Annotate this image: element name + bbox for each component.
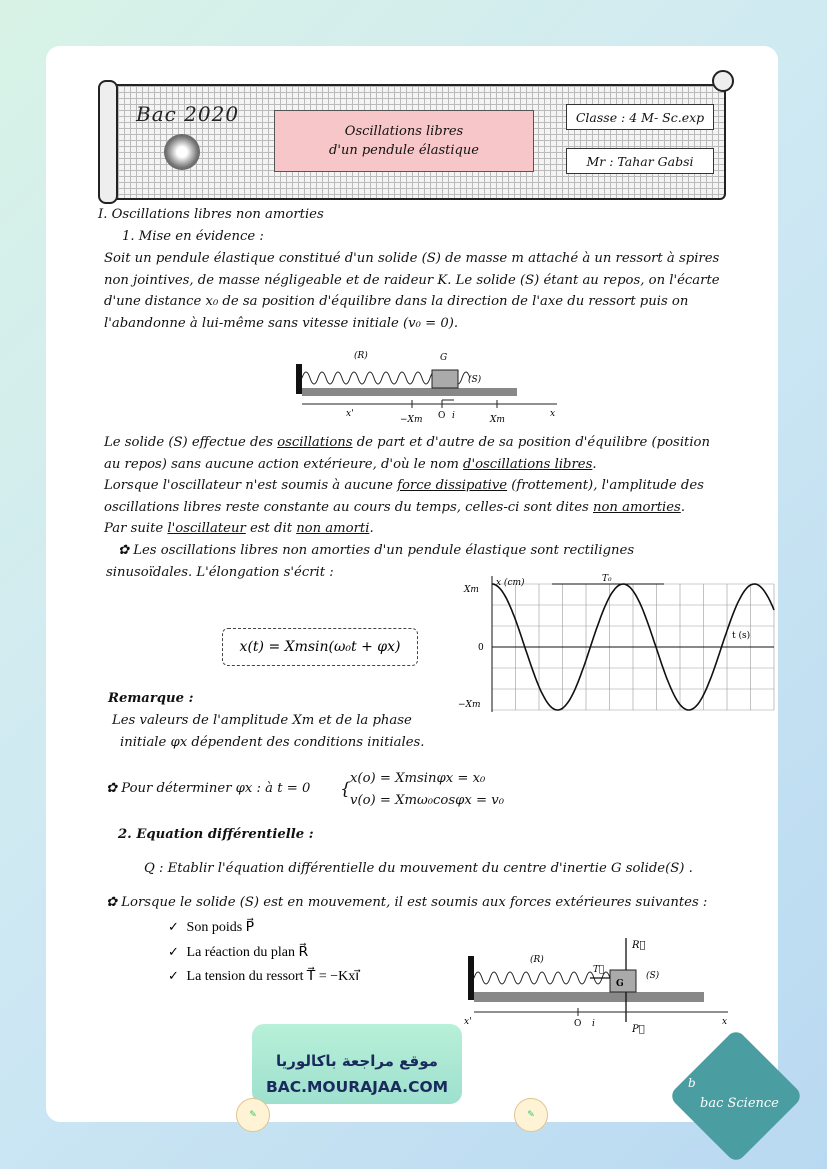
check-icon: ✓ [168, 944, 184, 960]
x-axis-label: t (s) [732, 631, 751, 641]
oscillation-paragraph [104, 432, 774, 540]
tick-label: 0 [478, 643, 484, 653]
bac-label: Bac 2020 [136, 102, 240, 126]
mourajaa-logo-icon: ✎ [236, 1098, 270, 1132]
subsection-title: 2. Equation différentielle : [118, 827, 314, 842]
class-label: Classe : 4 M- Sc.exp [566, 104, 714, 130]
flower-bullet-icon: ✿ [118, 543, 134, 558]
phi-determine [106, 778, 310, 800]
text-run: oscillations libres reste constante au cours du temps, celles-ci sont dites [104, 499, 593, 515]
brace-icon: { [340, 779, 351, 799]
label-O: O [438, 411, 446, 421]
label-G: G [440, 353, 448, 363]
badge-letter: b [688, 1076, 696, 1090]
section-title: I. Oscillations libres non amorties [98, 207, 324, 222]
underlined-term: d'oscillations libres [463, 456, 593, 472]
label-P: P⃗ [632, 1024, 645, 1035]
scroll-roll-left [98, 80, 118, 204]
label-G: G [616, 979, 624, 989]
bullet-sinusoidal-cont: sinusoïdales. L'élongation s'écrit : [106, 565, 334, 580]
question: Q : Etablir l'équation différentielle du mouvement du centre d'inertie G solide(S) . [144, 861, 693, 876]
list-item [168, 916, 359, 941]
flower-bullet-icon: ✿ [106, 781, 122, 796]
text-run: (frottement), l'amplitude des [507, 478, 704, 493]
badge-label: bac Science [700, 1096, 779, 1111]
bullet-forces [106, 892, 707, 914]
label-xm: Xm [490, 415, 505, 425]
phi-equation: v(o) = Xmω₀cosφx = v₀ [350, 793, 504, 808]
tick-label: −Xm [458, 700, 481, 710]
chapter-line1: Oscillations libres [344, 123, 464, 139]
force-label: Son poids P⃗ [186, 920, 255, 935]
label-xprime: x' [464, 1017, 472, 1027]
label-x: x [550, 409, 556, 419]
label-xprime: x' [346, 409, 354, 419]
remark-line: Les valeurs de l'amplitude Xm et de la phase [112, 713, 412, 728]
chapter-title [274, 110, 534, 172]
list-item [168, 941, 359, 966]
text-run: . [680, 499, 686, 515]
label-i: i [592, 1019, 595, 1029]
pendulum-figure [292, 348, 572, 426]
label-R: (R) [354, 351, 368, 361]
underlined-term: non amorti [296, 521, 370, 536]
underlined-term: non amorties [593, 499, 681, 515]
label-R: (R) [530, 955, 544, 965]
text-run: . [369, 521, 374, 536]
y-axis-label: x (cm) [496, 578, 525, 588]
text-run: au repos) sans aucune action extérieure, d'où le nom [104, 456, 464, 472]
footer-url-link[interactable]: BAC.MOURAJAA.COM [265, 1078, 449, 1096]
forces-figure [460, 926, 740, 1046]
force-label: La tension du ressort T⃗ = −Kxi⃗ [186, 969, 360, 984]
text-run: Par suite [104, 521, 168, 536]
phi-equation: x(o) = Xmsinφx = x₀ [350, 771, 486, 786]
text-run: Les oscillations libres non amorties d'un pendule élastique sont rectilignes [133, 543, 635, 558]
check-icon: ✓ [168, 920, 184, 935]
text-run: de part et d'autre de sa position d'équilibre (position [352, 435, 710, 450]
intro-line: l'abandonne à lui-même sans vitesse initiale (v₀ = 0). [104, 315, 459, 331]
teacher-label: Mr : Tahar Gabsi [566, 148, 714, 174]
text-run: . [592, 456, 597, 472]
text-run: Le solide (S) effectue des [104, 435, 278, 450]
label-S: (S) [646, 971, 660, 981]
label-O: O [574, 1019, 582, 1029]
label-i: i [452, 411, 455, 421]
underlined-term: oscillations [277, 435, 353, 450]
subsection-title: 1. Mise en évidence : [122, 229, 264, 244]
bullet-sinusoidal [118, 540, 634, 562]
intro-line: Soit un pendule élastique constitué d'un solide (S) de masse m attaché à un ressort à spires [104, 251, 720, 266]
page [46, 46, 778, 1122]
text-run: Pour déterminer φx : à t = 0 [121, 781, 311, 796]
label-T: T⃗ [593, 965, 605, 975]
intro-paragraph [104, 248, 764, 334]
period-label: T₀ [602, 574, 612, 584]
chapter-line2: d'un pendule élastique [329, 143, 479, 158]
scroll-roll-right [712, 70, 734, 92]
label-minus-xm: −Xm [400, 415, 423, 425]
tick-label: Xm [464, 585, 479, 595]
list-item [168, 965, 359, 990]
check-icon: ✓ [168, 969, 184, 984]
underlined-term: force dissipative [397, 478, 508, 493]
equation-box: x(t) = Xmsin(ω₀t + φx) [222, 628, 418, 666]
text-run: Lorsque l'oscillateur n'est soumis à aucune [104, 478, 398, 493]
sine-chart [456, 572, 776, 722]
remark-line: initiale φx dépendent des conditions initiales. [120, 735, 425, 750]
logo-icon [164, 134, 200, 170]
flower-bullet-icon: ✿ [106, 895, 122, 910]
intro-line: non jointives, de masse négligeable et de raideur K. Le solide (S) étant au repos, on l'écarte [104, 272, 720, 288]
forces-list [168, 916, 359, 990]
remark-title: Remarque : [108, 691, 194, 706]
label-R-vector: R⃗ [632, 940, 646, 951]
text-run: Lorsque le solide (S) est en mouvement, il est soumis aux forces extérieures suivantes : [121, 895, 708, 910]
mourajaa-logo-icon: ✎ [514, 1098, 548, 1132]
text-run: est dit [245, 521, 297, 536]
label-S: (S) [468, 375, 482, 385]
label-x: x [722, 1017, 728, 1027]
force-label: La réaction du plan R⃗ [186, 944, 309, 960]
intro-line: d'une distance x₀ de sa position d'équilibre dans la direction de l'axe du ressort puis on [104, 294, 689, 309]
underlined-term: l'oscillateur [167, 521, 246, 536]
footer-arabic[interactable]: موقع مراجعة باكالوريا [276, 1052, 438, 1070]
